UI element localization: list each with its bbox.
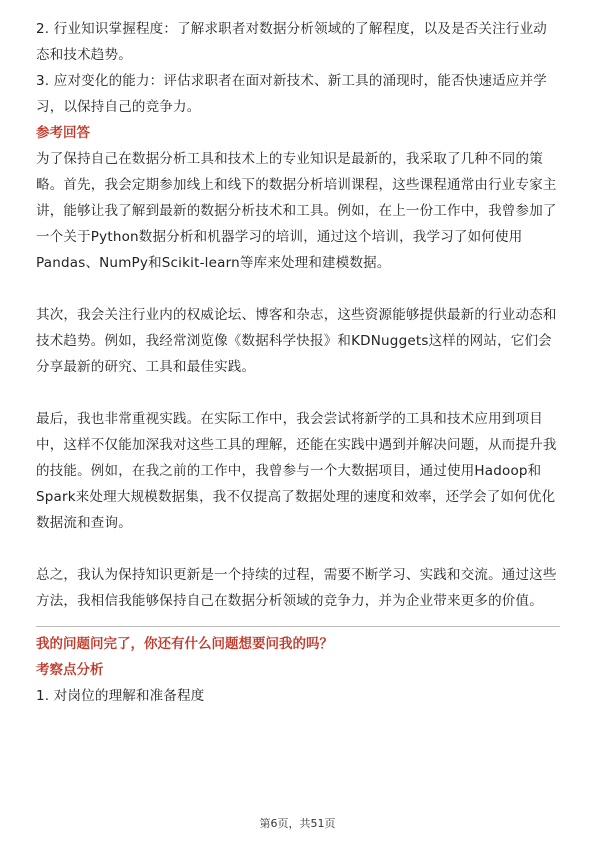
paragraph-gap bbox=[36, 276, 560, 302]
analysis-heading: 考察点分析 bbox=[36, 662, 104, 678]
section-divider bbox=[36, 626, 560, 627]
answer-paragraph-2: 其次，我会关注行业内的权威论坛、博客和杂志，这些资源能够提供最新的行业动态和技术趋势。例如，我经常浏览像《数据科学快报》和KDNuggets这样的网站，它们会分享最新的研究、工具和最佳实践。 bbox=[36, 307, 557, 375]
page-content bbox=[36, 16, 560, 709]
answer-paragraph-3: 最后，我也非常重视实践。在实际工作中，我会尝试将新学的工具和技术应用到项目中，这样不仅能加深我对这些工具的理解，还能在实践中遇到并解决问题，从而提升我的技能。例如，在我之前的工作中，我曾参与一个大数据项目，通过使用Hadoop和Spark来处理大规模数据集，我不仅提高了数据处理的速度和效率，还学会了如何优化数据流和查询。 bbox=[36, 411, 557, 531]
answer-paragraph-1: 为了保持自己在数据分析工具和技术上的专业知识是最新的，我采取了几种不同的策略。首先，我会定期参加线上和线下的数据分析培训课程，这些课程通常由行业专家主讲，能够让我了解到最新的数据分析技术和工具。例如，在上一份工作中，我曾参加了一个关于Python数据分析和机器学习的培训，通过这个培训，我学习了如何使用Pandas、NumPy和Scikit-learn等库来处理和建模数据。 bbox=[36, 151, 557, 271]
paragraph-gap bbox=[36, 380, 560, 406]
analysis-item-1: 1. 对岗位的理解和准备程度 bbox=[36, 688, 205, 704]
reference-answer-heading: 参考回答 bbox=[36, 125, 90, 141]
criteria-item-3: 3. 应对变化的能力：评估求职者在面对新技术、新工具的涌现时，能否快速适应并学习，以保持自己的竞争力。 bbox=[36, 73, 547, 115]
answer-paragraph-4: 总之，我认为保持知识更新是一个持续的过程，需要不断学习、实践和交流。通过这些方法，我相信我能够保持自己在数据分析领域的竞争力，并为企业带来更多的价值。 bbox=[36, 567, 557, 609]
page-footer: 第6页，共51页 bbox=[259, 817, 336, 830]
paragraph-gap bbox=[36, 536, 560, 562]
criteria-item-2: 2. 行业知识掌握程度：了解求职者对数据分析领域的了解程度，以及是否关注行业动态和技术趋势。 bbox=[36, 21, 547, 63]
next-question: 我的问题问完了，你还有什么问题想要问我的吗？ bbox=[36, 636, 333, 652]
